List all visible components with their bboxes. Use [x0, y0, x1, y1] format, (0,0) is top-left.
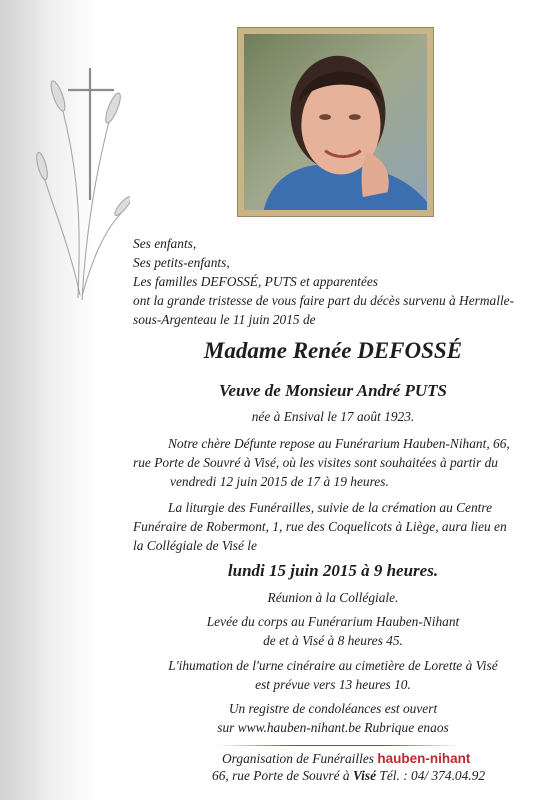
footer-address-prefix: 66, rue Porte de Souvré à	[212, 768, 350, 783]
footer-phone: Tél. : 04/ 374.04.92	[379, 768, 486, 783]
registry-line-1: Un registre de condoléances est ouvert	[228, 701, 438, 716]
inhumation-line-2: est prévue vers 13 heures 10.	[255, 677, 411, 692]
meeting-line: Réunion à la Collégiale.	[267, 590, 399, 605]
rest-line-2: rue Porte de Souvré à Visé, où les visites sont souhaitées à partir du	[133, 455, 498, 470]
widow-line: Veuve de Monsieur André PUTS	[219, 381, 447, 400]
portrait-frame	[237, 27, 434, 217]
brand-logo-text: hauben-nihant	[377, 751, 471, 766]
footer-address	[212, 766, 485, 785]
liturgy-line-3: la Collégiale de Visé le	[133, 538, 257, 553]
intro-line-3: Les familles DEFOSSÉ, PUTS et apparentées	[133, 274, 378, 289]
intro-line-2: Ses petits-enfants,	[133, 255, 230, 270]
deceased-name: Madame Renée DEFOSSÉ	[203, 338, 463, 363]
liturgy-line-2: Funéraire de Robermont, 1, rue des Coquelicots à Liège, aura lieu en	[133, 519, 507, 534]
portrait-photo	[244, 34, 427, 210]
intro-line-4: ont la grande tristesse de vous faire part du décès survenu à Hermalle-	[133, 293, 515, 308]
body-lift-line-2: de et à Visé à 8 heures 45.	[263, 633, 403, 648]
footer-address-city: Visé	[352, 768, 377, 783]
ceremony-date: lundi 15 juin 2015 à 9 heures.	[227, 561, 439, 580]
footer-org-prefix: Organisation de Funérailles	[222, 751, 374, 766]
intro-line-1: Ses enfants,	[133, 236, 197, 251]
rest-line-3: vendredi 12 juin 2015 de 17 à 19 heures.	[170, 474, 389, 489]
cross-wheat-decoration	[20, 60, 130, 310]
inhumation-line-1: L'ihumation de l'urne cinéraire au cimetière de Lorette à Visé	[168, 658, 498, 673]
wheat-icon	[35, 79, 130, 300]
rest-line-1: Notre chère Défunte repose au Funérarium Hauben-Nihant, 66,	[168, 436, 510, 451]
body-lift-line-1: Levée du corps au Funérarium Hauben-Nihant	[206, 614, 460, 629]
birth-line: née à Ensival le 17 août 1923.	[251, 409, 415, 424]
intro-line-5: sous-Argenteau le 11 juin 2015 de	[133, 312, 316, 327]
registry-line-2: sur www.hauben-nihant.be Rubrique enaos	[217, 720, 449, 735]
cross-icon	[68, 68, 114, 200]
footer-divider	[218, 745, 458, 746]
liturgy-line-1: La liturgie des Funérailles, suivie de la crémation au Centre	[168, 500, 493, 515]
